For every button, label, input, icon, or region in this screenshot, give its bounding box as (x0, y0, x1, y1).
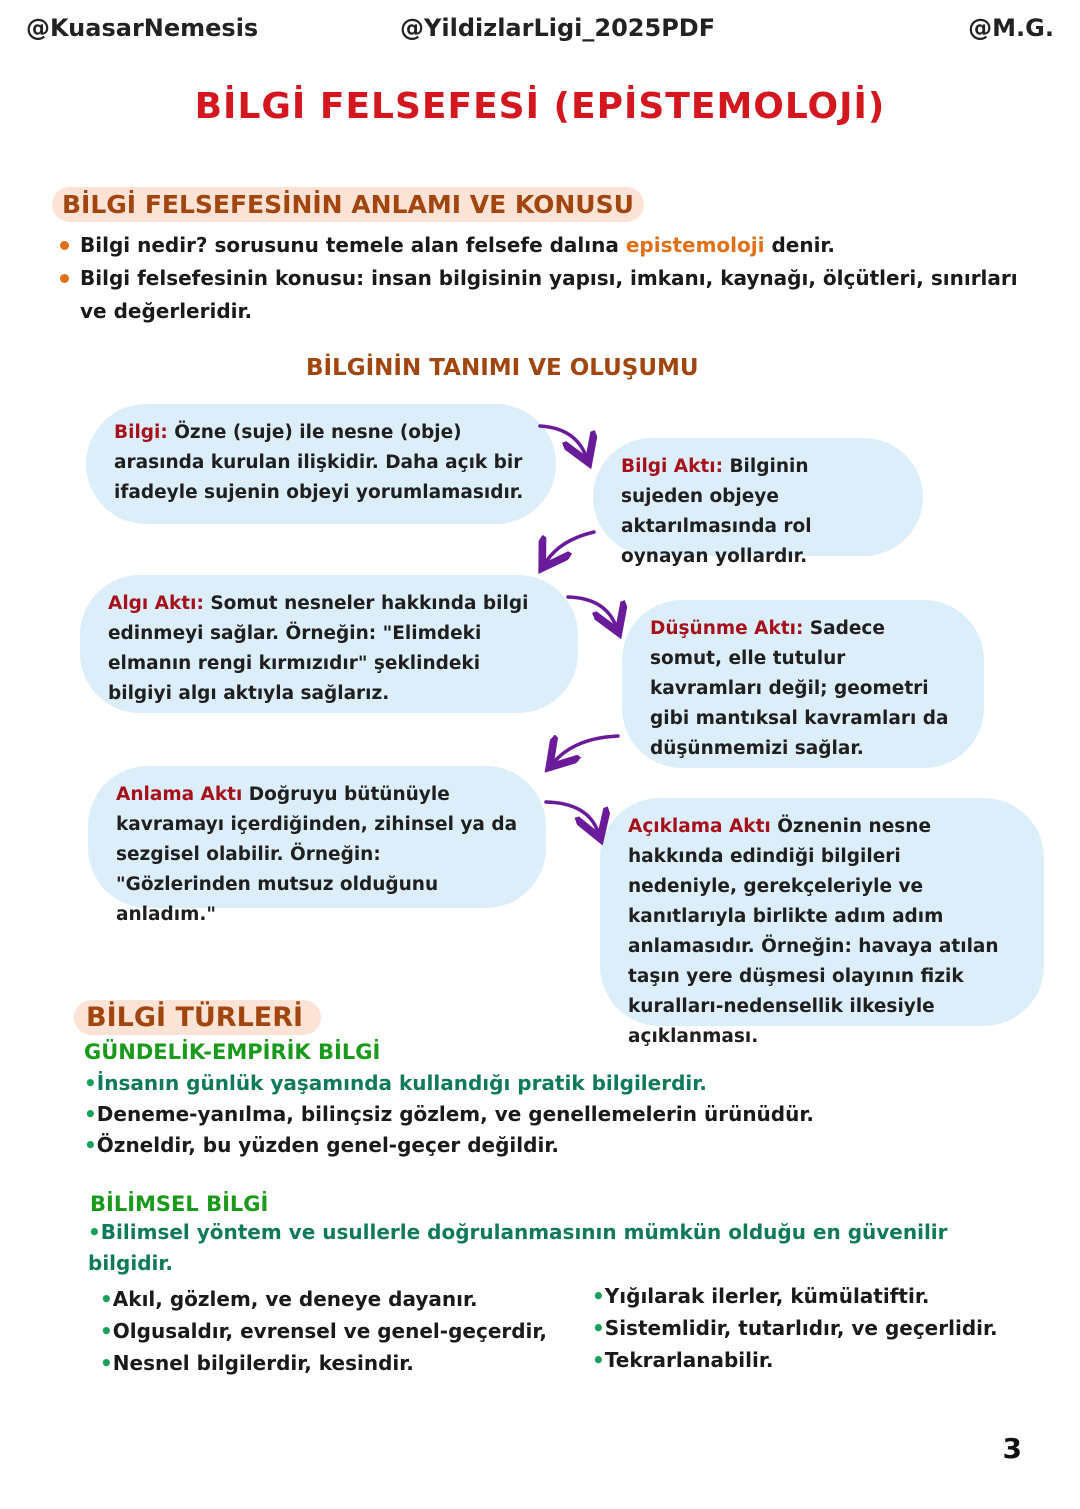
bilimsel-intro: •Bilimsel yöntem ve usullerle doğrulanmasının mümkün olduğu en güvenilir bilgidir. (88, 1220, 948, 1275)
bubble-aciklama-akti: Açıklama Aktı Öznenin nesne hakkında edindiği bilgileri nedeniyle, gerekçeleriyle ve kanıtlarıyla birlikte adım adım anlamasıdır. Örneğin: havaya atılan taşın yere düşmesi olayının fizik kuralları-nedensellik ilkesiyle açıklanması. (600, 798, 1044, 1026)
bilimsel-heading: BİLİMSEL BİLGİ (90, 1192, 269, 1216)
bilimsel-list-left (100, 1283, 580, 1379)
bilimsel-list-right (592, 1280, 1032, 1376)
list-item: •Akıl, gözlem, ve deneye dayanır. (100, 1287, 478, 1311)
list-item: •İnsanın günlük yaşamında kullandığı pratik bilgilerdir. (84, 1071, 707, 1095)
list-item: •Yığılarak ilerler, kümülatiftir. (592, 1284, 930, 1308)
gundelik-list (84, 1068, 984, 1161)
bubble-bilgi-akti: Bilgi Aktı: Bilginin sujeden objeye aktarılmasında rol oynayan yollardır. (593, 438, 923, 556)
bubble-anlama-akti: Anlama Aktı Doğruyu bütünüyle kavramayı içerdiğinden, zihinsel ya da sezgisel olabilir. Örneğin: "Gözlerinden mutsuz olduğunu anladım." (88, 766, 546, 908)
list-item: •Nesnel bilgilerdir, kesindir. (100, 1351, 414, 1375)
arrow-4 (554, 736, 618, 762)
header-handle-left: @KuasarNemesis (26, 14, 259, 42)
list-item: •Deneme-yanılma, bilinçsiz gözlem, ve genellemelerin ürünüdür. (84, 1102, 814, 1126)
meaning-bullet-list (58, 229, 1028, 328)
page-title: BİLGİ FELSEFESİ (EPİSTEMOLOJİ) (194, 86, 886, 127)
list-item: •Özneldir, bu yüzden genel-geçer değildir. (84, 1133, 559, 1157)
bubble-bilgi: Bilgi: Özne (suje) ile nesne (obje) arasında kurulan ilişkidir. Daha açık bir ifadeyle sujenin objeyi yorumlamasıdır. (86, 404, 556, 524)
section-heading-definition: BİLGİNİN TANIMI VE OLUŞUMU (306, 355, 699, 381)
bullet-item: Bilgi nedir? sorusunu temele alan felsefe dalına epistemoloji denir. (58, 229, 1028, 262)
section-heading-meaning: BİLGİ FELSEFESİNİN ANLAMI VE KONUSU (52, 187, 644, 222)
arrow-5 (546, 802, 598, 832)
list-item: •Tekrarlanabilir. (592, 1348, 774, 1372)
header-handle-center: @YildizlarLigi_2025PDF (400, 14, 716, 42)
bullet-item: Bilgi felsefesinin konusu: insan bilgisinin yapısı, imkanı, kaynağı, ölçütleri, sınırları ve değerleridir. (58, 262, 1028, 328)
gundelik-heading: GÜNDELİK-EMPİRİK BİLGİ (84, 1040, 381, 1064)
header-handle-right: @M.G. (968, 14, 1054, 42)
list-item: •Sistemlidir, tutarlıdır, ve geçerlidir. (592, 1316, 998, 1340)
bubble-dusunme-akti: Düşünme Aktı: Sadece somut, elle tutulur kavramları değil; geometri gibi mantıksal kavramları da düşünmemizi sağlar. (622, 600, 984, 768)
list-item: •Olgusaldır, evrensel ve genel-geçerdir, (100, 1319, 547, 1343)
section-heading-types: BİLGİ TÜRLERİ (74, 1000, 321, 1035)
bubble-algi-akti: Algı Aktı: Somut nesneler hakkında bilgi edinmeyi sağlar. Örneğin: "Elimdeki elmanın rengi kırmızıdır" şeklindeki bilgiyi algı aktıyla sağlarız. (80, 575, 578, 713)
page-number: 3 (1002, 1432, 1022, 1465)
arrow-2 (546, 532, 594, 562)
highlight-term: epistemoloji (625, 233, 765, 257)
